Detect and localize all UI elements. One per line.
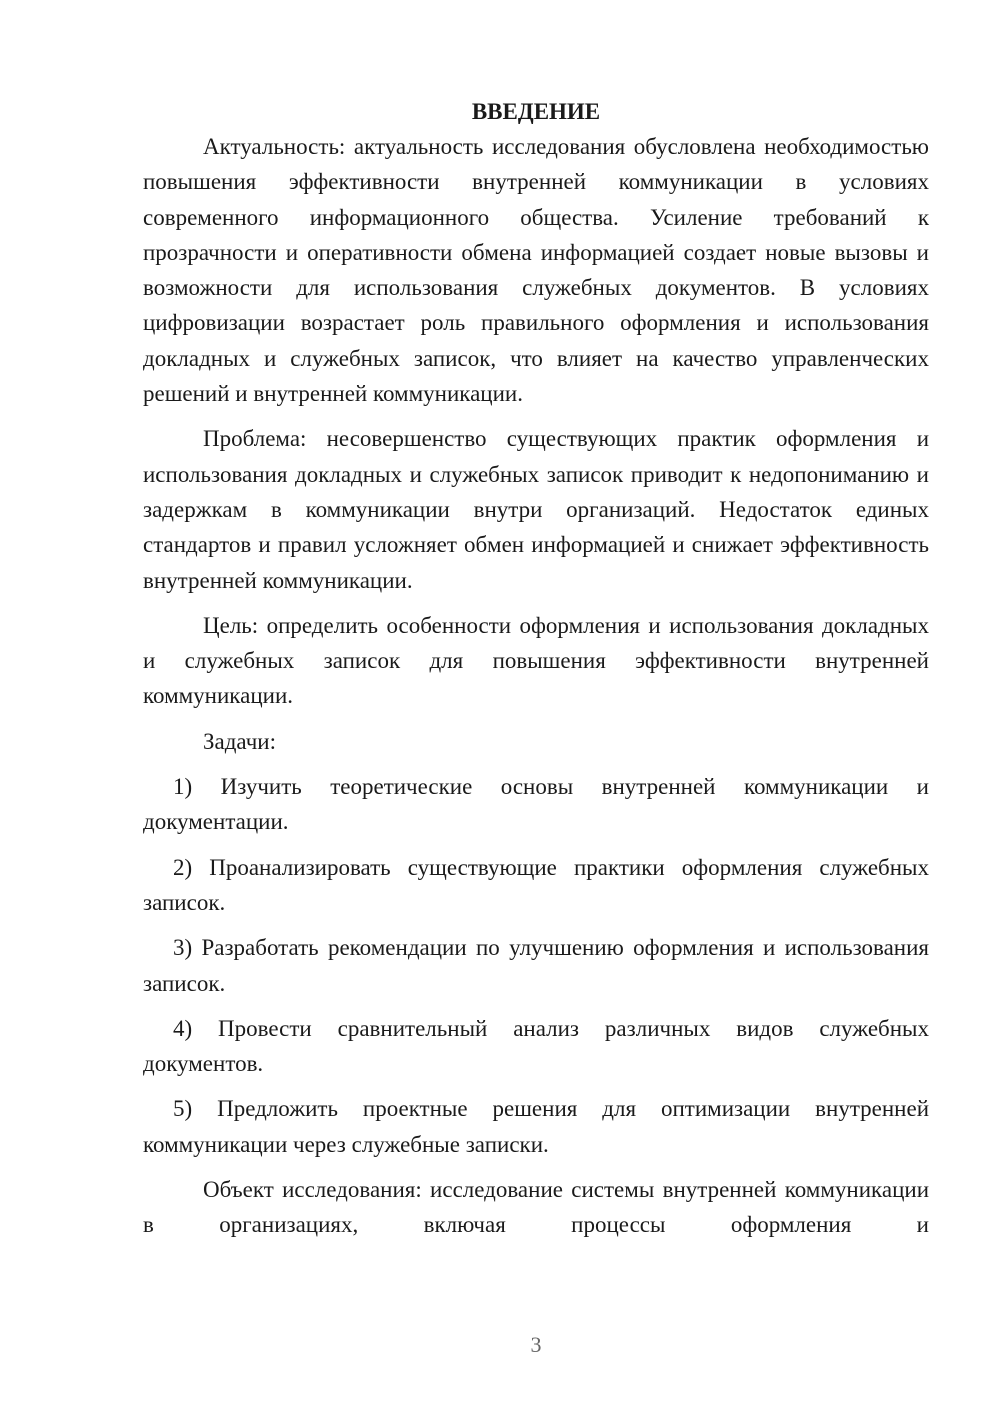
task-item-4: 4) Провести сравнительный анализ различных видов служебных документов. bbox=[143, 1015, 929, 1077]
relevance-paragraph: Актуальность: актуальность исследования обусловлена необходимостью повышения эффективности внутренней коммуникации в условиях современного информационного общества. Усиление требований к прозрачности и оперативности обмена информацией создает новые вызовы и возможности для использования служебных документов. В условиях цифровизации возрастает роль правильного оформления и использования докладных и служебных записок, что влияет на качество управленческих решений и внутренней коммуникации. bbox=[143, 134, 929, 407]
page-content bbox=[143, 94, 929, 1253]
problem-paragraph: Проблема: несовершенство существующих практик оформления и использования докладных и служебных записок приводит к недопониманию и задержкам в коммуникации внутри организаций. Недостаток единых стандартов и правил усложняет обмен информацией и снижает эффективность внутренней коммуникации. bbox=[143, 426, 929, 593]
task-item-2: 2) Проанализировать существующие практики оформления служебных записок. bbox=[143, 854, 929, 915]
page-title: ВВЕДЕНИЕ bbox=[471, 99, 601, 124]
task-item-5: 5) Предложить проектные решения для оптимизации внутренней коммуникации через служебные записки. bbox=[143, 1096, 929, 1157]
task-item-3: 3) Разработать рекомендации по улучшению оформления и использования записок. bbox=[143, 935, 929, 996]
tasks-label: Задачи: bbox=[203, 728, 276, 754]
goal-paragraph: Цель: определить особенности оформления и использования докладных и служебных записок для повышения эффективности внутренней коммуникации. bbox=[143, 612, 929, 709]
object-paragraph: Объект исследования: исследование системы внутренней коммуникации в организациях, включая процессы оформления и bbox=[143, 1177, 929, 1238]
task-item-1: 1) Изучить теоретические основы внутренней коммуникации и документации. bbox=[143, 774, 929, 835]
page-number: 3 bbox=[530, 1332, 542, 1357]
